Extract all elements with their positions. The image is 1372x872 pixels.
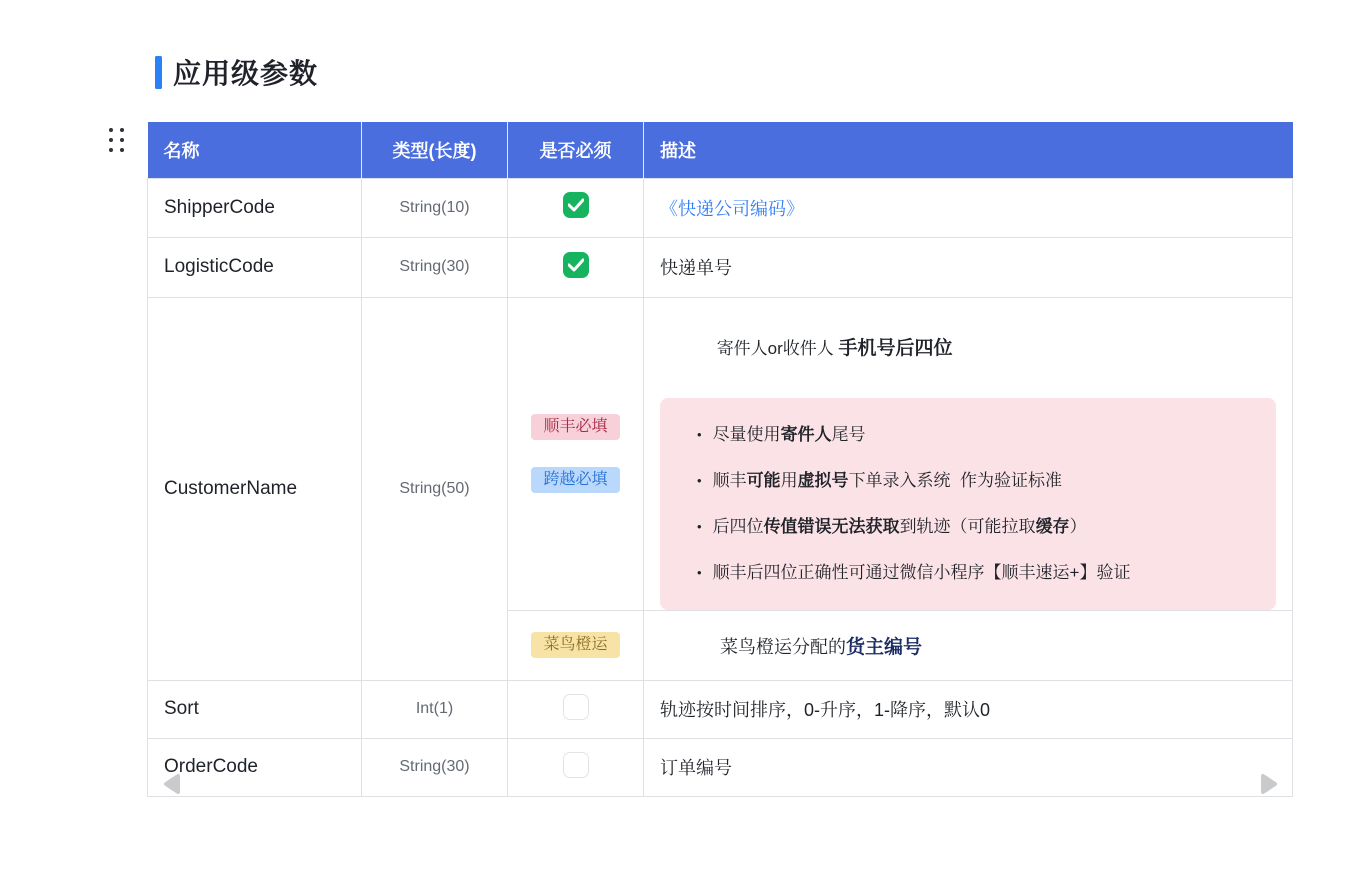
scroll-left-button[interactable]: [161, 772, 183, 796]
shipper-code-link[interactable]: 《快递公司编码》: [660, 198, 804, 219]
cainiao-desc-text: 菜鸟橙运分配的货主编号: [720, 636, 923, 658]
callout-bullet: • 顺丰后四位正确性可通过微信小程序【顺丰速运+】验证: [680, 561, 1256, 585]
callout-bullet: • 尽量使用寄件人尾号: [680, 423, 1256, 447]
params-table: [147, 122, 1293, 797]
table-row-logisticcode: [148, 237, 1293, 297]
checkbox-unchecked[interactable]: [563, 752, 589, 778]
pink-callout-box: [660, 398, 1276, 610]
col-header-type: 类型(长度): [362, 122, 508, 178]
badge-kuayue-required: 跨越必填: [531, 467, 619, 493]
col-header-required: 是否必须: [508, 122, 644, 178]
desc-cell: [644, 610, 1293, 680]
required-cell: [508, 297, 644, 610]
table-row-ordercode: [148, 738, 1293, 796]
callout-bullet: • 顺丰可能用虚拟号下单录入系统 作为验证标准: [680, 469, 1256, 493]
desc-cell: 快递单号: [644, 237, 1293, 297]
param-name: Sort: [148, 680, 362, 738]
callout-bullet: • 后四位传值错误无法获取到轨迹（可能拉取缓存）: [680, 515, 1256, 539]
col-header-desc: 描述: [644, 122, 1293, 178]
triangle-right-icon: [1258, 772, 1280, 796]
customer-desc-headline: 寄件人or收件人 手机号后四位: [716, 337, 953, 359]
desc-cell: [644, 178, 1293, 237]
table-row-sort: [148, 680, 1293, 738]
table-row-shippercode: [148, 178, 1293, 237]
drag-handle-icon[interactable]: [109, 128, 124, 152]
callout-bullet-list: [680, 423, 1256, 585]
required-cell: [508, 610, 644, 680]
section-title-block: [155, 52, 318, 92]
scroll-right-button[interactable]: [1258, 772, 1280, 796]
param-type: String(50): [362, 297, 508, 680]
check-icon: [568, 258, 584, 272]
badge-cainiao: 菜鸟橙运: [531, 632, 619, 658]
page-title: 应用级参数: [173, 58, 319, 89]
param-name: LogisticCode: [148, 237, 362, 297]
table-header-row: [148, 122, 1293, 178]
triangle-left-icon: [161, 772, 183, 796]
table-row-customername: [148, 297, 1293, 610]
badge-shunfeng-required: 顺丰必填: [531, 414, 619, 440]
checkbox-checked[interactable]: [563, 252, 589, 278]
check-icon: [568, 198, 584, 212]
required-cell: [508, 178, 644, 237]
param-type: Int(1): [362, 680, 508, 738]
param-type: String(10): [362, 178, 508, 237]
desc-cell: 轨迹按时间排序，0-升序，1-降序，默认0: [644, 680, 1293, 738]
required-cell: [508, 680, 644, 738]
param-name: CustomerName: [148, 297, 362, 680]
param-name: OrderCode: [148, 738, 362, 796]
param-name: ShipperCode: [148, 178, 362, 237]
param-type: String(30): [362, 738, 508, 796]
checkbox-checked[interactable]: [563, 192, 589, 218]
checkbox-unchecked[interactable]: [563, 694, 589, 720]
desc-cell: 订单编号: [644, 738, 1293, 796]
title-accent-bar: [155, 56, 162, 89]
required-cell: [508, 237, 644, 297]
param-type: String(30): [362, 237, 508, 297]
col-header-name: 名称: [148, 122, 362, 178]
desc-cell: [644, 297, 1293, 610]
required-cell: [508, 738, 644, 796]
